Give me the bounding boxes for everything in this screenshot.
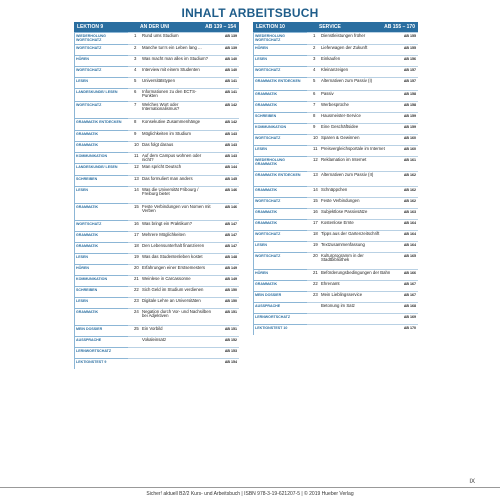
- page-ref: AB 159: [403, 113, 416, 118]
- toc-row: [253, 77, 418, 90]
- page-ref: AB 170: [403, 325, 416, 330]
- item-title: Reklamation im Internet: [321, 156, 367, 162]
- page-ref: AB 147: [224, 243, 237, 248]
- item-number: 7: [134, 101, 137, 107]
- page-ref: AB 148: [224, 254, 237, 259]
- page-ref: AB 151: [224, 309, 237, 314]
- toc-row: [253, 90, 418, 101]
- toc-row: [74, 347, 239, 358]
- item-number: 12: [134, 163, 139, 169]
- item-title: Was das Studentenleben kostet: [142, 253, 203, 259]
- toc-row: [74, 203, 239, 220]
- category-label: WORTSCHATZ: [76, 67, 102, 72]
- category-label: WORTSCHATZ: [76, 45, 102, 50]
- page-ref: AB 155: [403, 33, 416, 38]
- item-title: Lieferwagen der Zukunft: [321, 44, 368, 50]
- page-ref: AB 156: [403, 56, 416, 61]
- toc-row: [253, 241, 418, 252]
- item-title: Möglichkeiten im Studium: [142, 130, 191, 136]
- category-label: WIEDERHOLUNG WORTSCHATZ: [255, 33, 285, 42]
- page-ref: AB 169: [403, 314, 416, 319]
- page-ref: AB 158: [403, 91, 416, 96]
- item-title: Ehrenamt: [321, 280, 340, 286]
- page-ref: AB 158: [403, 102, 416, 107]
- page-ref: AB 140: [224, 56, 237, 61]
- item-title: Preisvergleichsportale im Internet: [321, 145, 385, 151]
- item-title: Alternativen zum Passiv (II): [321, 171, 374, 177]
- item-number: 1: [134, 32, 137, 38]
- toc-row: [74, 88, 239, 101]
- item-title: Werbesprüche: [321, 101, 349, 107]
- item-title: Universitätstypen: [142, 77, 175, 83]
- category-label: LESEN: [255, 56, 267, 61]
- item-title: Rund ums Studium: [142, 32, 179, 38]
- toc-row: [74, 275, 239, 286]
- item-title: Welches Wort oder Internationalismus?: [142, 101, 180, 112]
- toc-row: [74, 336, 239, 347]
- lesson-9-header: [74, 22, 239, 32]
- item-title: Ein Vorbild: [142, 325, 163, 331]
- toc-row: [253, 302, 418, 313]
- item-number: 4: [134, 66, 137, 72]
- page-ref: AB 149: [224, 276, 237, 281]
- toc-row: [74, 118, 239, 130]
- toc-row: [253, 291, 418, 302]
- toc-row: [253, 208, 418, 219]
- category-label: HÖREN: [255, 45, 268, 50]
- category-label: GRAMMATIK: [76, 243, 99, 248]
- category-label: GRAMMATIK: [76, 131, 99, 136]
- page-ref: AB 146: [224, 187, 237, 192]
- toc-row: [253, 313, 418, 324]
- category-label: LESEN: [255, 242, 267, 247]
- item-number: 15: [134, 203, 139, 209]
- item-title: Beförderungsbedingungen der Bahn: [321, 269, 391, 275]
- page-ref: AB 164: [403, 220, 416, 225]
- category-label: GRAMMATIK: [255, 209, 278, 214]
- item-number: 23: [313, 291, 318, 297]
- toc-row: [253, 44, 418, 55]
- item-number: 6: [134, 88, 137, 94]
- item-number: 10: [313, 134, 318, 140]
- category-label: LERNWORTSCHATZ: [255, 314, 291, 319]
- item-number: 3: [313, 55, 316, 61]
- page-ref: AB 145: [224, 176, 237, 181]
- item-title: Eine Geschäftsidee: [321, 123, 359, 129]
- page-ref: AB 142: [224, 102, 237, 107]
- item-title: Alternativen zum Passiv (I): [321, 77, 373, 83]
- item-title: Negation durch Vor- und Nachsilben bei Adjektiven: [142, 308, 212, 319]
- category-label: HÖREN: [76, 265, 89, 270]
- item-title: Kostenlose Ernte: [321, 219, 354, 225]
- category-label: HÖREN: [76, 56, 89, 61]
- item-title: Vokaleinsatz: [142, 336, 167, 342]
- category-label: MEIN DOSSIER: [76, 326, 103, 331]
- lesson-topic: SERVICE: [319, 24, 341, 30]
- page-ref: AB 142: [224, 119, 237, 124]
- item-title: Weinlese in Carcassonne: [142, 275, 191, 281]
- item-title: Dienstleistungen früher: [321, 32, 366, 38]
- toc-row: [74, 358, 239, 369]
- item-number: 16: [313, 208, 318, 214]
- toc-row: [74, 220, 239, 231]
- page-ref: AB 154: [224, 359, 237, 364]
- item-title: Das formuliert man anders: [142, 175, 193, 181]
- item-title: Informationen zu den ECTS-Punkten: [142, 88, 197, 99]
- page-ref: AB 152: [224, 337, 237, 342]
- footer-divider: [0, 487, 500, 488]
- item-number: 12: [313, 156, 318, 162]
- item-title: Man spricht Deutsch: [142, 163, 182, 169]
- toc-row: [253, 123, 418, 134]
- page-ref: AB 143: [224, 131, 237, 136]
- item-number: 20: [313, 252, 318, 258]
- item-title: Kulturprogramm in der Stadtbibliothek: [321, 252, 364, 263]
- item-title: Mehrere Möglichkeiten: [142, 231, 186, 237]
- page-ref: AB 141: [224, 89, 237, 94]
- lesson-pages: AB 155 – 170: [384, 24, 415, 30]
- category-label: LEKTIONSTEST 10: [255, 325, 288, 330]
- category-label: GRAMMATIK: [255, 102, 278, 107]
- toc-row: [74, 141, 239, 152]
- category-label: LESEN: [76, 254, 88, 259]
- item-title: Das folgt daraus: [142, 141, 174, 147]
- item-title: Sparen & Gewinnen: [321, 134, 360, 140]
- item-number: 2: [134, 44, 137, 50]
- item-title: Feste Verbindungen: [321, 197, 360, 203]
- toc-row: [74, 66, 239, 77]
- item-number: 9: [134, 130, 137, 136]
- item-number: 13: [134, 175, 139, 181]
- item-title: Passiv: [321, 90, 334, 96]
- page-ref: AB 146: [224, 204, 237, 209]
- item-title: Mein Lieblingsservice: [321, 291, 363, 297]
- item-number: 6: [313, 90, 316, 96]
- toc-row: [74, 130, 239, 141]
- category-label: KOMMUNIKATION: [76, 153, 108, 158]
- item-number: 18: [134, 242, 139, 248]
- item-number: 17: [313, 219, 318, 225]
- item-number: 14: [134, 186, 139, 192]
- item-number: 3: [134, 55, 137, 61]
- lesson-label: LEKTION 9: [77, 24, 104, 30]
- page-ref: AB 162: [403, 187, 416, 192]
- category-label: GRAMMATIK: [76, 232, 99, 237]
- page-ref: AB 150: [224, 287, 237, 292]
- category-label: MEIN DOSSIER: [255, 292, 282, 297]
- page-ref: AB 157: [403, 78, 416, 83]
- category-label: GRAMMATIK: [255, 220, 278, 225]
- category-label: LESEN: [76, 298, 88, 303]
- toc-row: [74, 152, 239, 163]
- page-ref: AB 144: [224, 164, 237, 169]
- category-label: AUSSPRACHE: [255, 303, 281, 308]
- item-number: 24: [134, 308, 139, 314]
- toc-row: [74, 55, 239, 66]
- category-label: GRAMMATIK ENTDECKEN: [76, 119, 122, 124]
- category-label: GRAMMATIK: [255, 281, 278, 286]
- page-ref: AB 140: [224, 67, 237, 72]
- toc-row: [253, 280, 418, 291]
- toc-row: [74, 163, 239, 175]
- item-number: 5: [313, 77, 316, 83]
- item-number: 9: [313, 123, 316, 129]
- toc-row: [253, 134, 418, 145]
- category-label: GRAMMATIK: [76, 309, 99, 314]
- toc-row: [253, 197, 418, 208]
- item-title: Was macht man alles im Studium?: [142, 55, 208, 61]
- lesson-10-header: [253, 22, 418, 32]
- page-ref: AB 155: [403, 45, 416, 50]
- toc-row: [253, 66, 418, 77]
- item-number: 17: [134, 231, 139, 237]
- category-label: GRAMMATIK ENTDECKEN: [255, 172, 301, 177]
- category-label: LANDESKUNDE/ LESEN: [76, 164, 118, 169]
- page-ref: AB 147: [224, 232, 237, 237]
- item-number: 2: [313, 44, 316, 50]
- category-label: WIEDERHOLUNG WORTSCHATZ: [76, 33, 106, 42]
- category-label: LERNWORTSCHATZ: [76, 348, 112, 353]
- item-number: 23: [134, 297, 139, 303]
- page-ref: AB 143: [224, 142, 237, 147]
- toc-row: [74, 77, 239, 88]
- page-ref: AB 153: [224, 348, 237, 353]
- toc-row: [253, 171, 418, 186]
- toc-row: [253, 230, 418, 241]
- toc-row: [253, 55, 418, 66]
- item-number: 10: [134, 141, 139, 147]
- toc-row: [74, 264, 239, 275]
- item-number: 19: [313, 241, 318, 247]
- page-number: IX: [469, 479, 475, 485]
- toc-row: [74, 101, 239, 118]
- page-ref: AB 159: [403, 124, 416, 129]
- toc-row: [253, 112, 418, 123]
- category-label: GRAMMATIK: [76, 204, 99, 209]
- page-ref: AB 164: [403, 242, 416, 247]
- toc-row: [253, 145, 418, 156]
- category-label: GRAMMATIK: [255, 187, 278, 192]
- toc-row: [74, 175, 239, 186]
- item-title: Tipps aus der Gartenzeitschrift: [321, 230, 380, 236]
- item-title: Schnäppchen: [321, 186, 348, 192]
- category-label: KOMMUNIKATION: [76, 276, 108, 281]
- item-number: 19: [134, 253, 139, 259]
- page-ref: AB 149: [224, 265, 237, 270]
- toc-row: [253, 219, 418, 230]
- category-label: WORTSCHATZ: [255, 231, 281, 236]
- category-label: WORTSCHATZ: [76, 221, 102, 226]
- item-number: 15: [313, 197, 318, 203]
- page-ref: AB 160: [403, 146, 416, 151]
- toc-row: [74, 231, 239, 242]
- item-number: 18: [313, 230, 318, 236]
- toc-row: [74, 32, 239, 44]
- category-label: WORTSCHATZ: [76, 102, 102, 107]
- toc-row: [253, 156, 418, 171]
- item-number: 22: [134, 286, 139, 292]
- toc-row: [74, 242, 239, 253]
- item-number: 21: [134, 275, 139, 281]
- item-number: 16: [134, 220, 139, 226]
- page-ref: AB 160: [403, 135, 416, 140]
- category-label: WORTSCHATZ: [255, 67, 281, 72]
- page-ref: AB 168: [403, 303, 416, 308]
- item-title: Betonung im Satz: [321, 302, 355, 308]
- toc-row: [253, 32, 418, 44]
- page-ref: AB 139: [224, 45, 237, 50]
- item-title: Kleinanzeigen: [321, 66, 348, 72]
- lesson-topic: AN DER UNI: [140, 24, 170, 30]
- item-number: 11: [313, 145, 318, 151]
- toc-row: [253, 324, 418, 335]
- category-label: GRAMMATIK: [255, 91, 278, 96]
- item-number: 7: [313, 101, 316, 107]
- page-ref: AB 161: [403, 157, 416, 162]
- page-ref: AB 147: [224, 221, 237, 226]
- item-title: Was bringt ein Praktikum?: [142, 220, 192, 226]
- category-label: WORTSCHATZ: [255, 198, 281, 203]
- item-title: Auf dem Campus wohnen oder nicht?: [142, 152, 202, 163]
- item-number: 5: [134, 77, 137, 83]
- item-number: 22: [313, 280, 318, 286]
- item-title: Was die Universität Fribourg / Freiburg bietet: [142, 186, 199, 197]
- category-label: LESEN: [76, 187, 88, 192]
- toc-row: [74, 297, 239, 308]
- category-label: LESEN: [76, 78, 88, 83]
- toc-row: [253, 252, 418, 269]
- category-label: WIEDERHOLUNG GRAMMATIK: [255, 157, 285, 166]
- category-label: WORTSCHATZ: [255, 253, 281, 258]
- footer-text: Sicher! aktuell B2/2 Kurs- und Arbeitsbuch | ISBN 978-3-19-621207-5 | © 2019 Hueber Verlag: [146, 491, 354, 497]
- category-label: GRAMMATIK ENTDECKEN: [255, 78, 301, 83]
- page-ref: AB 139: [224, 33, 237, 38]
- item-number: 14: [313, 186, 318, 192]
- category-label: AUSSPRACHE: [76, 337, 102, 342]
- toc-row: [74, 44, 239, 55]
- category-label: WORTSCHATZ: [255, 135, 281, 140]
- category-label: SCHREIBEN: [255, 113, 277, 118]
- item-title: Manche tun’s ein Leben lang ...: [142, 44, 202, 50]
- item-title: Den Lebensunterhalt finanzieren: [142, 242, 205, 248]
- page-ref: AB 162: [403, 198, 416, 203]
- category-label: SCHREIBEN: [76, 287, 98, 292]
- item-title: Hausmeister-Service: [321, 112, 361, 118]
- category-label: GRAMMATIK: [76, 142, 99, 147]
- toc-row: [253, 101, 418, 112]
- page-ref: AB 167: [403, 292, 416, 297]
- toc-row: [253, 186, 418, 197]
- item-title: Einkaufen: [321, 55, 341, 61]
- category-label: LANDESKUNDE/ LESEN: [76, 89, 118, 94]
- toc-row: [74, 308, 239, 325]
- lesson-pages: AB 139 – 154: [205, 24, 236, 30]
- item-number: 25: [134, 325, 139, 331]
- page-ref: AB 143: [224, 153, 237, 158]
- page-ref: AB 167: [403, 281, 416, 286]
- item-title: Feste Verbindungen von Nomen mit Verben: [142, 203, 211, 214]
- category-label: SCHREIBEN: [76, 176, 98, 181]
- page-ref: AB 166: [403, 270, 416, 275]
- page-ref: AB 163: [403, 209, 416, 214]
- item-title: Konsekutive Zusammenhänge: [142, 118, 201, 124]
- toc-row: [74, 286, 239, 297]
- lesson-10-rows: [253, 32, 418, 335]
- item-number: 11: [134, 152, 139, 158]
- page-ref: AB 164: [403, 231, 416, 236]
- toc-row: [74, 186, 239, 203]
- toc-row: [74, 325, 239, 336]
- category-label: HÖREN: [255, 270, 268, 275]
- page-title: INHALT ARBEITSBUCH: [181, 6, 319, 20]
- toc-row: [253, 269, 418, 280]
- item-number: 20: [134, 264, 139, 270]
- item-number: 4: [313, 66, 316, 72]
- item-title: Sich Geld im Studium verdienen: [142, 286, 204, 292]
- page-ref: AB 150: [224, 298, 237, 303]
- item-title: Textzusammenfassung: [321, 241, 365, 247]
- item-title: Digitale Lehre an Universitäten: [142, 297, 201, 303]
- item-number: 13: [313, 171, 318, 177]
- page-ref: AB 157: [403, 67, 416, 72]
- item-number: 21: [313, 269, 318, 275]
- page-ref: AB 162: [403, 172, 416, 177]
- lesson-9-column: [74, 22, 239, 369]
- item-title: Interview mit einem Studenten: [142, 66, 200, 72]
- toc-row: [74, 253, 239, 264]
- lesson-label: LEKTION 10: [256, 24, 285, 30]
- item-title: Subjektlose Passivsätze: [321, 208, 368, 214]
- category-label: LEKTIONSTEST 9: [76, 359, 107, 364]
- item-number: 8: [313, 112, 316, 118]
- item-title: Erfahrungen einer Erstsemesters: [142, 264, 206, 270]
- category-label: KOMMUNIKATION: [255, 124, 287, 129]
- category-label: LESEN: [255, 146, 267, 151]
- page-ref: AB 165: [403, 253, 416, 258]
- lesson-10-column: [253, 22, 418, 335]
- page-ref: AB 141: [224, 78, 237, 83]
- page-ref: AB 151: [224, 326, 237, 331]
- item-number: 8: [134, 118, 137, 124]
- lesson-9-rows: [74, 32, 239, 369]
- item-number: 1: [313, 32, 316, 38]
